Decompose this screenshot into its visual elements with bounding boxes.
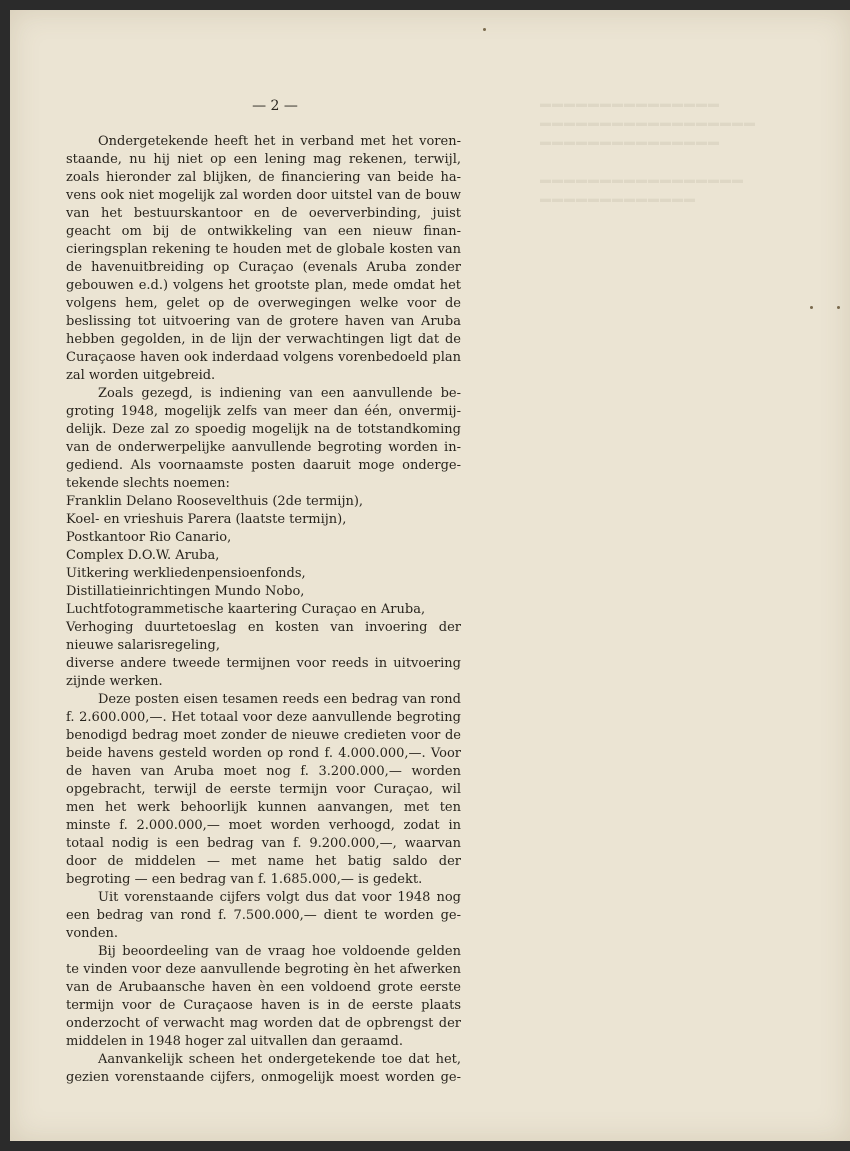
paper-speck [810,306,813,309]
list-item: Luchtfotogrammetische kaartering Curaçao en Aruba, [66,602,426,617]
paragraph-3: Deze posten eisen tesamen reeds een bedrag van rond f. 2.600.000,—. Het totaal voor deze aanvullende begroting benodigd bedrag moet zonder de nieuwe credieten voor de beide havens gesteld worden op rond f. 4.000.000,—. Voor de haven van Aruba moet nog f. 3.200.000,— worden opgebracht, terwijl de eerste termijn voor Curaçao, wil men het werk behoorlijk kunnen aanvangen, met ten minste f. 2.000.000,— moet worden verhoogd, zodat in totaal nodig is een bedrag van f. 9.200.000,—, waarvan door de middelen — met name het batig saldo der begroting — een bedrag van f. 1.685.000,— is gedekt. [66,692,461,887]
paper-speck [483,28,486,31]
list-item: diverse andere tweede termijnen voor reeds in uitvoering zijnde werken. [66,656,461,689]
list-item: Distillatieinrichtingen Mundo Nobo, [66,584,305,599]
paragraph-1: Ondergetekende heeft het in verband met het vorenstaande, nu hij niet op een lening mag rekenen, terwijl, zoals hieronder zal blijken, de financiering van beide havens ook niet mogelijk zal worden door uitstel van de bouw van het bestuurskantoor en de oeververbinding, juist geacht om bij de ontwikkeling van een nieuw financieringsplan rekening te houden met de globale kosten van de havenuitbreiding op Curaçao (evenals Aruba zonder gebouwen e.d.) volgens het grootste plan, mede omdat het volgens hem, gelet op de overwegingen welke voor de beslissing tot uitvoering van de grotere haven van Aruba hebben gegolden, in de lijn der verwachtingen ligt dat de Curaçaose haven ook inderdaad volgens vorenbedoeld plan zal worden uitgebreid. [66,134,461,383]
paragraph-6: Aanvankelijk scheen het ondergetekende toe dat het, gezien vorenstaande cijfers, onmogelijk moest worden ge- [66,1052,461,1085]
list-item: Verhoging duurtetoeslag en kosten van invoering der nieuwe salarisregeling, [66,620,461,653]
paragraph-5: Bij beoordeeling van de vraag hoe voldoende gelden te vinden voor deze aanvullende begroting èn het afwerken van de Arubaansche haven èn een voldoend grote eerste termijn voor de Curaçaose haven is in de eerste plaats onderzocht of verwacht mag worden dat de opbrengst der middelen in 1948 hoger zal uitvallen dan geraamd. [66,944,461,1049]
paragraph-4: Uit vorenstaande cijfers volgt dus dat voor 1948 nog een bedrag van rond f. 7.500.000,— dient te worden gevonden. [66,890,461,941]
list-item: Koel- en vrieshuis Parera (laatste termijn), [66,512,347,527]
budget-posts-list [66,493,461,691]
list-item: Complex D.O.W. Aruba, [66,548,220,563]
paper-speck [837,306,840,309]
show-through-text: ▬▬▬▬▬▬▬▬▬▬▬▬▬▬▬ ▬▬▬▬▬▬▬▬▬▬▬▬▬▬▬▬▬▬ ▬▬▬▬▬▬▬▬▬▬▬▬▬▬▬ ▬▬▬▬▬▬▬▬▬▬▬▬▬▬▬▬▬ ▬▬▬▬▬▬▬▬▬▬▬▬▬ [540,98,756,205]
list-item: Franklin Delano Roosevelthuis (2de termijn), [66,494,364,509]
page-number: — 2 — [252,98,298,114]
list-item: Postkantoor Rio Canario, [66,530,232,545]
paragraph-2: Zoals gezegd, is indiening van een aanvullende begroting 1948, mogelijk zelfs van meer dan één, onvermijdelijk. Deze zal zo spoedig mogelijk na de totstandkoming van de onderwerpelijke aanvullende begroting worden ingediend. Als voornaamste posten daaruit moge ondergetekende slechts noemen: [66,386,461,491]
document-page [10,10,850,1141]
body-text [66,133,461,1087]
list-item: Uitkering werkliedenpensioenfonds, [66,566,306,581]
